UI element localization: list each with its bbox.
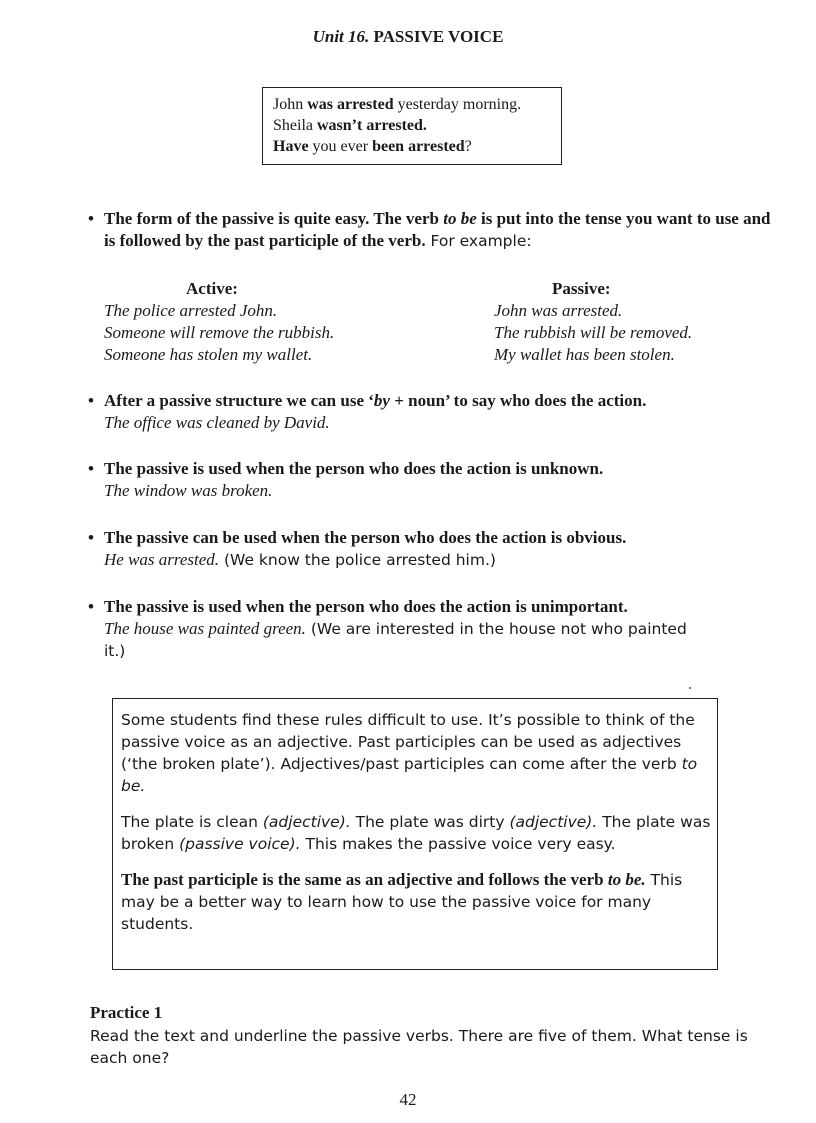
bullet-unimportant [88, 596, 778, 662]
practice-title: Practice 1 [90, 1003, 163, 1022]
bold-text: is put into the tense you want to use and is followed by the past participle of the verb. [104, 209, 771, 250]
page-header [0, 27, 816, 47]
adjective-note-box [112, 698, 718, 970]
example-verb: been arrested [372, 138, 465, 155]
bullet-icon: • [88, 209, 94, 228]
example-text: Sheila [273, 117, 317, 134]
bullet-icon: • [88, 597, 94, 616]
passive-column [494, 278, 794, 366]
note-italic: to be. [121, 755, 698, 795]
bold-text: The passive is used when the person who does the action is unimportant. [104, 597, 628, 616]
unit-label: Unit 16. [312, 27, 370, 46]
bullet-example [88, 480, 778, 502]
example-sentence: The office was cleaned by David. [104, 413, 330, 432]
page-number: 42 [399, 1090, 417, 1109]
passive-example: The rubbish will be removed. [494, 323, 693, 342]
example-sentence: He was arrested. [104, 550, 220, 569]
bold-text: The passive is used when the person who does the action is unknown. [104, 459, 604, 478]
passive-title: Passive: [552, 279, 611, 298]
bullet-example [88, 549, 778, 571]
example-box [262, 87, 562, 165]
bullet-unknown [88, 458, 778, 502]
passive-example: John was arrested. [494, 301, 623, 320]
example-verb: Have [273, 138, 309, 155]
passive-example: My wallet has been stolen. [494, 345, 675, 364]
example-text: ? [464, 138, 472, 155]
bullet-form-text [88, 208, 778, 252]
note-paragraph-1 [121, 709, 715, 797]
example-line-2 [273, 115, 561, 136]
example-note: (We are interested in the house not who painted it.) [104, 620, 687, 660]
bullet-example [88, 618, 694, 662]
note-text: The plate was dirty [350, 813, 510, 831]
note-italic: (adjective). [262, 813, 351, 831]
note-text: The plate was broken [121, 813, 711, 853]
bullet-heading [88, 458, 778, 480]
bold-italic-text: by [373, 391, 390, 410]
bold-text: + noun’ to say who does the action. [389, 391, 647, 410]
note-text: This makes the passive voice very easy. [300, 835, 616, 853]
note-paragraph-2 [121, 811, 715, 855]
example-verb: was arrested [307, 96, 394, 113]
active-column [104, 278, 404, 366]
bold-italic-text: to be [443, 209, 477, 228]
bullet-example [88, 412, 778, 434]
bullet-form [88, 208, 778, 252]
bullet-by-noun [88, 390, 778, 434]
active-example: Someone will remove the rubbish. [104, 323, 335, 342]
active-title: Active: [186, 279, 238, 298]
bold-text: The passive can be used when the person who does the action is obvious. [104, 528, 627, 547]
bullet-heading [88, 527, 778, 549]
dot-mark [689, 687, 691, 689]
example-line-1 [273, 94, 561, 115]
practice-instructions: Read the text and underline the passive verbs. There are five of them. What tense is each one? [90, 1027, 748, 1067]
bullet-heading [88, 596, 778, 618]
unit-title: PASSIVE VOICE [373, 27, 504, 46]
bullet-obvious [88, 527, 778, 571]
note-paragraph-3 [121, 869, 715, 935]
example-text: you ever [308, 138, 373, 155]
normal-text: For example: [425, 232, 532, 250]
note-text: This may be a better way to learn how to use the passive voice for many students. [121, 871, 683, 933]
example-sentence: The window was broken. [104, 481, 273, 500]
example-text: yesterday morning. [393, 96, 522, 113]
bold-text: After a passive structure we can use ‘ [104, 391, 374, 410]
active-example: The police arrested John. [104, 301, 278, 320]
bullet-icon: • [88, 391, 94, 410]
example-sentence: The house was painted green. [104, 619, 306, 638]
example-verb: wasn’t arrested. [317, 117, 427, 134]
note-italic: (adjective). [509, 813, 598, 831]
example-note: (We know the police arrested him.) [219, 551, 496, 569]
example-text: John [273, 96, 308, 113]
note-bold-italic: to be. [607, 870, 646, 889]
bullet-icon: • [88, 528, 94, 547]
active-example: Someone has stolen my wallet. [104, 345, 313, 364]
note-text: Some students find these rules difficult to use. It’s possible to think of the passive voice as an adjective. Past participles can be used as adjectives (‘the broken plate’). Adjectives/past participles can come after the verb [121, 711, 695, 773]
note-text: The plate is clean [121, 813, 263, 831]
bullet-icon: • [88, 459, 94, 478]
note-italic: (passive voice). [179, 835, 301, 853]
example-line-3 [273, 136, 561, 157]
note-bold: The past participle is the same as an adjective and follows the verb [121, 870, 608, 889]
bold-text: The form of the passive is quite easy. The verb [104, 209, 444, 228]
bullet-heading [88, 390, 778, 412]
